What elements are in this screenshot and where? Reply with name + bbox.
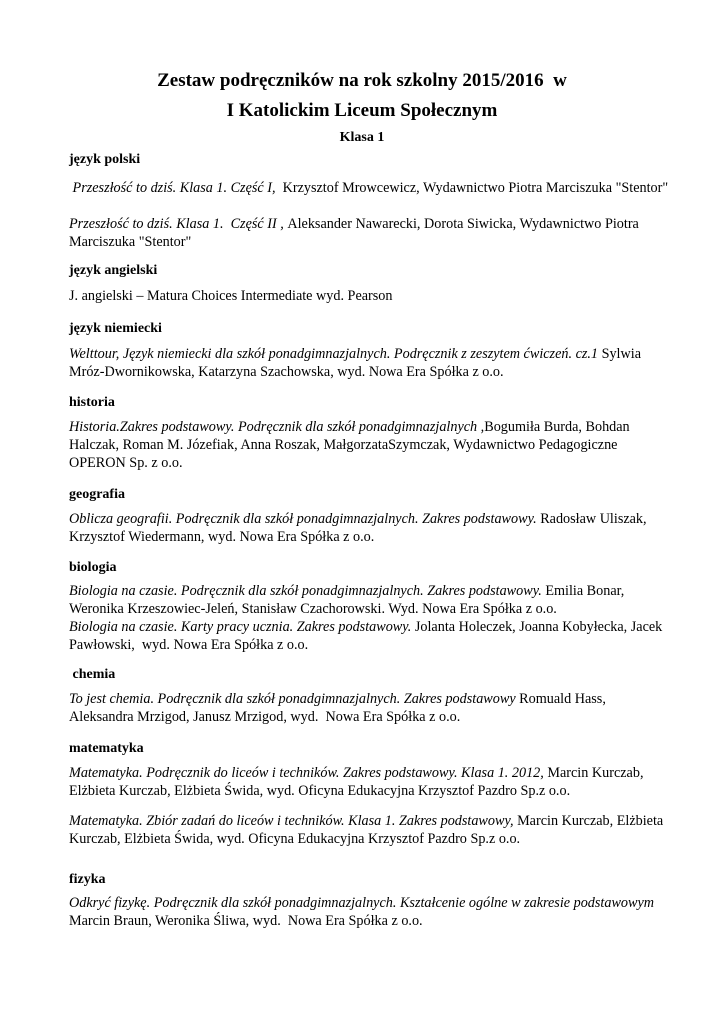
- book-title: Matematyka. Podręcznik do liceów i techników. Zakres podstawowy. Klasa 1. 2012,: [69, 765, 544, 781]
- subject-heading-polski: język polski: [69, 152, 141, 167]
- book-entry-polski-2: [69, 215, 669, 251]
- document-title-line-2: I Katolickim Liceum Społecznym: [226, 100, 498, 121]
- book-details: Emilia Bonar, Weronika Krzeszowiec-Jeleń, Stanisław Czachorowski. Wyd. Nowa Era Spółka z o.o.: [69, 583, 628, 617]
- book-details: Bogumiła Burda, Bohdan Halczak, Roman M. Józefiak, Anna Roszak, MałgorzataSzymczak, Wydawnictwo Pedagogiczne OPERON Sp. z o.o.: [69, 419, 634, 471]
- book-title: Biologia na czasie. Karty pracy ucznia. Zakres podstawowy.: [69, 619, 412, 635]
- book-details: Marcin Kurczab, Elżbieta Kurczab, Elżbieta Świda, wyd. Oficyna Edukacyjna Krzysztof Pazdro Sp.z o.o.: [69, 813, 667, 847]
- book-details: Krzysztof Mrowcewicz, Wydawnictwo Piotra Marciszuka "Stentor": [279, 180, 669, 196]
- subject-heading-matematyka: matematyka: [69, 741, 144, 756]
- book-details: Marcin Kurczab, Elżbieta Kurczab, Elżbieta Świda, wyd. Oficyna Edukacyjna Krzysztof Pazdro Sp.z o.o.: [69, 765, 648, 799]
- book-title: Przeszłość to dziś. Klasa 1. Część II ,: [69, 216, 288, 232]
- book-details: J. angielski – Matura Choices Intermediate wyd. Pearson: [69, 288, 393, 304]
- subject-heading-fizyka: fizyka: [69, 872, 106, 887]
- book-title: Biologia na czasie. Podręcznik dla szkół ponadgimnazjalnych. Zakres podstawowy.: [69, 583, 542, 599]
- subject-heading-biologia: biologia: [69, 560, 117, 575]
- book-title: Matematyka. Zbiór zadań do liceów i techników. Klasa 1. Zakres podstawowy,: [69, 813, 514, 829]
- book-entry-niemiecki-1: [69, 345, 669, 381]
- subject-heading-geografia: geografia: [69, 487, 125, 502]
- book-details: Marcin Braun, Weronika Śliwa, wyd. Nowa Era Spółka z o.o.: [69, 895, 658, 929]
- book-details: Sylwia Mróz-Dwornikowska, Katarzyna Szachowska, wyd. Nowa Era Spółka z o.o.: [69, 346, 645, 380]
- class-label: Klasa 1: [339, 130, 385, 145]
- book-details: Jolanta Holeczek, Joanna Kobyłecka, Jacek Pawłowski, wyd. Nowa Era Spółka z o.o.: [69, 619, 666, 653]
- book-entry-polski-1: [69, 179, 669, 197]
- document-title-line-1: Zestaw podręczników na rok szkolny 2015/2016 w: [157, 70, 567, 91]
- book-title: Przeszłość to dziś. Klasa 1. Część I,: [69, 180, 280, 196]
- book-title: To jest chemia. Podręcznik dla szkół ponadgimnazjalnych. Zakres podstawowy: [69, 691, 516, 707]
- book-entry-angielski-1: [69, 287, 669, 305]
- book-entry-fizyka-1: [69, 894, 669, 930]
- book-entry-matematyka-2: [69, 812, 669, 848]
- book-details: Radosław Uliszak, Krzysztof Wiedermann, wyd. Nowa Era Spółka z o.o.: [69, 511, 651, 545]
- book-title: Odkryć fizykę. Podręcznik dla szkół ponadgimnazjalnych. Kształcenie ogólne w zakresie podstawowym: [69, 895, 655, 911]
- subject-heading-chemia: chemia: [69, 667, 116, 682]
- subject-heading-historia: historia: [69, 395, 115, 410]
- book-title: Welttour, Język niemiecki dla szkół ponadgimnazjalnych. Podręcznik z zeszytem ćwiczeń. cz.1: [69, 346, 602, 362]
- book-title: Historia.Zakres podstawowy. Podręcznik dla szkół ponadgimnazjalnych ,: [69, 419, 485, 435]
- book-details: Aleksander Nawarecki, Dorota Siwicka, Wydawnictwo Piotra Marciszuka "Stentor": [69, 216, 643, 250]
- book-entry-geografia-1: [69, 510, 669, 546]
- book-title: Oblicza geografii. Podręcznik dla szkół ponadgimnazjalnych. Zakres podstawowy.: [69, 511, 537, 527]
- book-details: Romuald Hass, Aleksandra Mrzigod, Janusz Mrzigod, wyd. Nowa Era Spółka z o.o.: [69, 691, 609, 725]
- subject-heading-angielski: język angielski: [69, 263, 158, 278]
- book-entry-historia-1: [69, 418, 669, 472]
- book-entry-biologia-2: [69, 618, 669, 654]
- subject-heading-niemiecki: język niemiecki: [69, 321, 162, 336]
- book-entry-chemia-1: [69, 690, 669, 726]
- book-entry-matematyka-1: [69, 764, 669, 800]
- book-entry-biologia-1: [69, 582, 669, 618]
